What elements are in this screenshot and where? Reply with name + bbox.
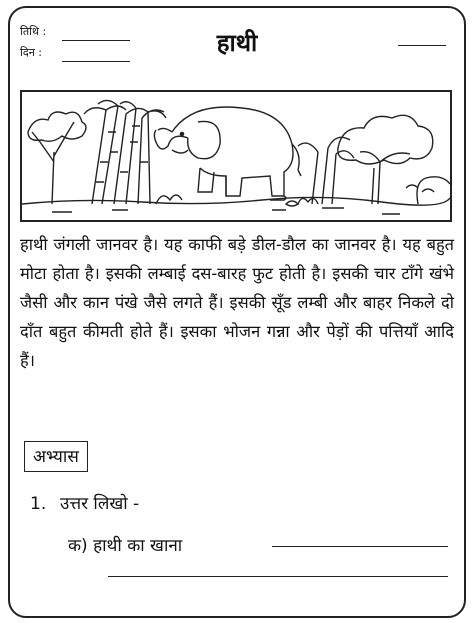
day-label: दिन :: [20, 46, 42, 59]
title-decor-line: [398, 45, 446, 46]
question-number: 1.: [30, 494, 47, 514]
date-label: तिथि :: [20, 25, 47, 38]
story-paragraph: हाथी जंगली जानवर है। यह काफी बड़े डील-डौल का जानवर है। यह बहुत मोटा होता है। इसकी लम्बाई दस-बारह फुट होती है। इसकी चार टाँगे खंभे जैसी और कान पंखे जैसे लगते हैं। इसकी सूँड लम्बी और बाहर निकले दो दाँत बहुत कीमती होते हैं। इसका भोजन गन्ना और पेड़ों की पत्तियाँ आदि हैं।: [20, 235, 454, 370]
answer-line-1[interactable]: [272, 546, 448, 547]
sub-question-ka: क) हाथी का खाना: [68, 536, 183, 556]
answer-line-2[interactable]: [108, 576, 448, 577]
day-line: [62, 61, 130, 62]
page-title: हाथी: [216, 29, 258, 57]
exercise-heading: अभ्यास: [24, 441, 88, 472]
elephant-illustration: [20, 90, 452, 222]
question-1: [30, 491, 139, 514]
question-text: उत्तर लिखो -: [60, 494, 140, 514]
